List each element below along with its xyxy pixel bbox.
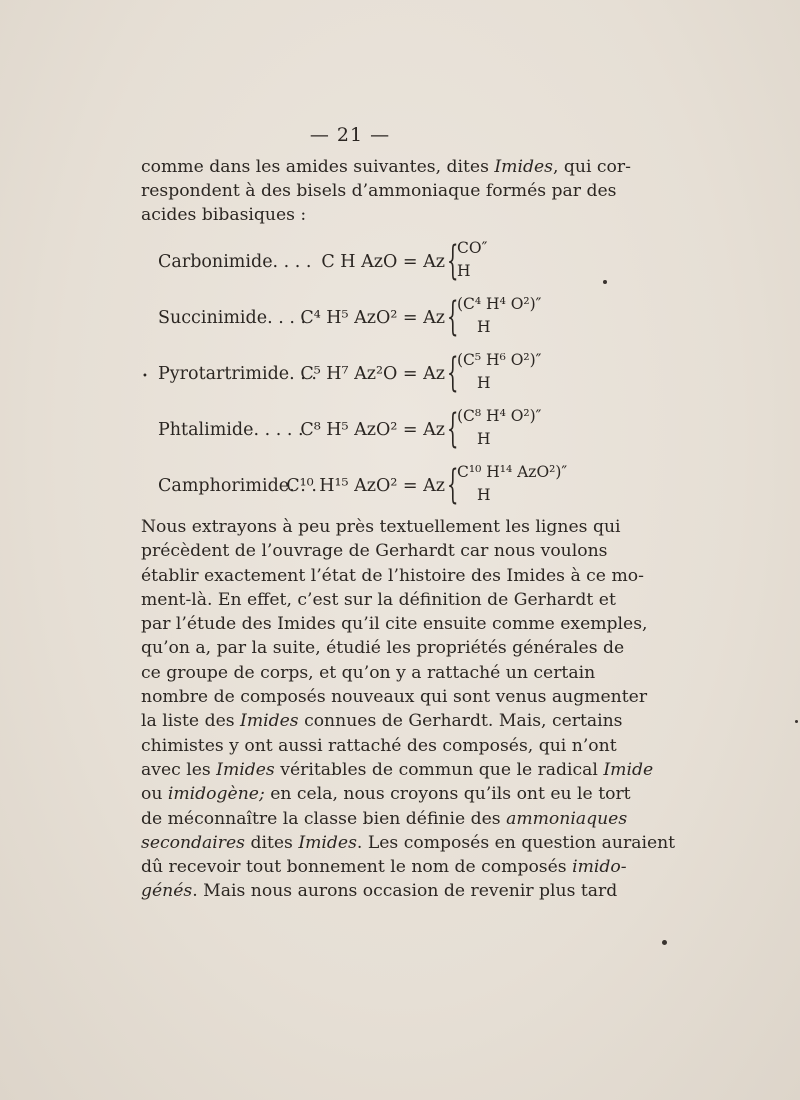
compound-formula: C⁴ H⁵ AzO² = Az — [300, 308, 445, 328]
compound-name: Succinimide. . . . — [158, 308, 307, 328]
curly-brace: { — [447, 238, 459, 284]
body-text-run: dites — [245, 832, 299, 853]
body-text-run: ou — [141, 784, 168, 805]
top-radical: (C⁵ H⁶ O²)″ — [457, 351, 542, 369]
body-text-run: précèdent de l’ouvrage de Gerhardt car nous voulons — [141, 541, 608, 562]
paper-speck — [603, 280, 607, 284]
formula-row — [0, 291, 800, 347]
page-number: — 21 — — [309, 124, 391, 146]
curly-brace: { — [447, 294, 459, 340]
top-radical: C¹⁰ H¹⁴ AzO²)″ — [457, 463, 568, 481]
emphasis-text: Imides — [298, 832, 357, 853]
body-text-run: . Les composés en question auraient — [356, 832, 676, 853]
body-text-run: Nous extrayons à peu près textuellement les lignes qui — [141, 517, 621, 537]
compound-name: Carbonimide. . . . — [158, 252, 312, 272]
body-text-run: établir exactement l’état de l’histoire des Imides à ce mo- — [141, 565, 644, 586]
top-radical: (C⁴ H⁴ O²)″ — [457, 295, 542, 313]
body-line — [141, 734, 617, 758]
compound-formula: C⁵ H⁷ Az²O = Az — [300, 364, 445, 384]
emphasis-imides: Imides — [494, 157, 553, 177]
body-text-run: connues de Gerhardt. Mais, certains — [298, 711, 623, 732]
body-text-run: qu’on a, par la suite, étudié les propriétés générales de — [141, 638, 625, 659]
emphasis-text: imido- — [572, 857, 627, 878]
body-line — [141, 515, 621, 539]
emphasis-text: génés — [141, 881, 193, 902]
body-line — [141, 831, 676, 855]
paper-speck — [795, 720, 798, 723]
emphasis-text: Imide — [603, 759, 654, 780]
bottom-radical: H — [477, 430, 491, 448]
emphasis-text: Imides — [216, 759, 275, 780]
intro-line-2: respondent à des bisels d’ammoniaque formés par des — [141, 181, 617, 201]
body-line — [141, 588, 616, 612]
emphasis-text: Imides — [240, 711, 299, 732]
body-text-run: en cela, nous croyons qu’ils ont eu le tort — [264, 784, 631, 805]
compound-name: Pyrotartrimide. . . — [158, 364, 317, 384]
body-text-run: véritables de commun que le radical — [274, 759, 604, 780]
body-line — [141, 685, 648, 709]
curly-brace: { — [447, 350, 459, 396]
body-text-run: dû recevoir tout bonnement le nom de composés — [141, 857, 573, 878]
body-text-run: ment-là. En effet, c’est sur la définition de Gerhardt et — [141, 589, 616, 610]
body-text-run: avec les — [141, 759, 217, 780]
margin-dot: • — [142, 371, 148, 382]
body-line — [141, 782, 631, 806]
intro-line-1: comme dans les amides suivantes, dites Imides, qui cor- — [141, 157, 631, 177]
intro-paragraph — [141, 155, 631, 227]
body-line — [141, 879, 618, 903]
paper-speck — [662, 940, 667, 945]
body-line — [141, 709, 623, 733]
body-text-run: par l’étude des Imides qu’il cite ensuite comme exemples, — [141, 614, 648, 635]
bottom-radical: H — [457, 262, 471, 280]
bottom-radical: H — [477, 374, 491, 392]
body-text-run: . Mais nous aurons occasion de revenir plus tard — [192, 881, 618, 902]
body-text-run: de méconnaître la classe bien définie des — [141, 808, 507, 829]
formula-row — [0, 347, 800, 403]
body-line — [141, 855, 627, 879]
formula-row — [0, 235, 800, 291]
body-paragraph — [141, 515, 676, 904]
body-text-run: la liste des — [141, 711, 241, 732]
formula-row — [0, 459, 800, 515]
body-text-run: nombre de composés nouveaux qui sont venus augmenter — [141, 687, 648, 708]
body-text-run: ce groupe de corps, et qu’on y a rattaché un certain — [141, 662, 596, 683]
body-line — [141, 661, 596, 685]
body-line — [141, 807, 628, 831]
bottom-radical: H — [477, 486, 491, 504]
compound-name: Phtalimide. . . . . — [158, 420, 304, 440]
body-line — [141, 612, 648, 636]
compound-name: Camphorimide. . . — [158, 476, 317, 496]
emphasis-text: imidogène; — [167, 784, 265, 805]
compound-formula: C⁸ H⁵ AzO² = Az — [300, 420, 445, 440]
body-line — [141, 564, 644, 588]
body-line — [141, 539, 608, 563]
body-line — [141, 758, 654, 782]
emphasis-text: secondaires — [141, 832, 245, 853]
formula-row — [0, 403, 800, 459]
compound-formula: C¹⁰ H¹⁵ AzO² = Az — [286, 476, 445, 496]
bottom-radical: H — [477, 318, 491, 336]
emphasis-text: ammoniaques — [506, 808, 628, 829]
body-line — [141, 636, 625, 660]
curly-brace: { — [447, 462, 459, 508]
intro-line-3: acides bibasiques : — [141, 205, 307, 225]
top-radical: (C⁸ H⁴ O²)″ — [457, 407, 542, 425]
top-radical: CO″ — [457, 239, 488, 257]
curly-brace: { — [447, 406, 459, 452]
body-text-run: chimistes y ont aussi rattaché des composés, qui n’ont — [141, 735, 617, 756]
compound-formula: C H AzO = Az — [321, 252, 445, 272]
